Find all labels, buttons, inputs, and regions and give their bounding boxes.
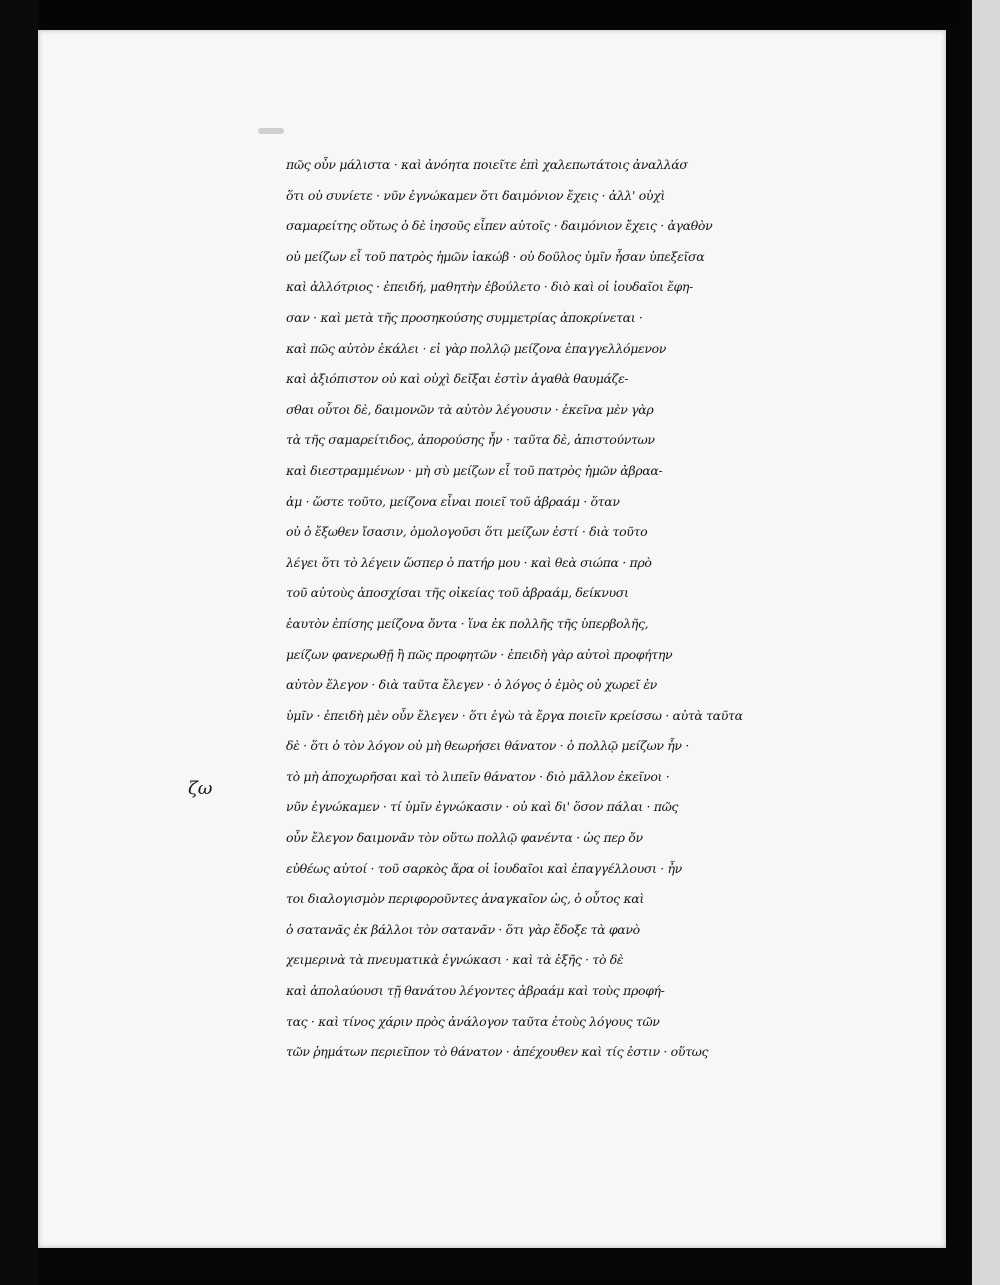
manuscript-line: ὅτι οὐ συνίετε · νῦν ἐγνώκαμεν ὅτι δαιμόνιον ἔχεις · ἀλλ' οὐχὶ xyxy=(286,187,665,203)
manuscript-line: ὑμῖν · ἐπειδὴ μὲν οὖν ἔλεγεν · ὅτι ἐγὼ τὰ ἔργα ποιεῖν κρείσσω · αὐτὰ ταῦτα xyxy=(286,707,743,723)
manuscript-line: σαμαρείτης οὕτως ὁ δὲ ἰησοῦς εἶπεν αὐτοῖς · δαιμόνιον ἔχεις · ἀγαθὸν xyxy=(286,218,713,234)
manuscript-line: εὐθέως αὐτοί · τοῦ σαρκὸς ἄρα οἱ ἰουδαῖοι καὶ ἐπαγγέλλουσι · ἦν xyxy=(286,860,682,876)
manuscript-line: τοι διαλογισμὸν περιφοροῦντες ἀναγκαῖον ὡς, ὁ οὗτος καὶ xyxy=(286,891,644,907)
manuscript-line: τας · καὶ τίνος χάριν πρὸς ἀνάλογον ταῦτα ἐτοὺς λόγους τῶν xyxy=(286,1013,660,1029)
film-adjacent-frame xyxy=(960,0,1000,1285)
manuscript-line: τὸ μὴ ἀποχωρῆσαι καὶ τὸ λιπεῖν θάνατον · διὸ μᾶλλον ἐκεῖνοι · xyxy=(286,768,670,784)
manuscript-line: λέγει ὅτι τὸ λέγειν ὥσπερ ὁ πατήρ μου · καὶ θεὰ σιώπα · πρὸ xyxy=(286,554,652,570)
manuscript-line: σαν · καὶ μετὰ τῆς προσηκούσης συμμετρίας ἀποκρίνεται · xyxy=(286,309,643,325)
manuscript-line: καὶ διεστραμμένων · μὴ σὺ μείζων εἶ τοῦ πατρὸς ἡμῶν ἀβραα- xyxy=(286,462,663,478)
margin-note: ζω xyxy=(188,778,213,799)
manuscript-line: ὁ σατανᾶς ἐκ βάλλοι τὸν σατανᾶν · ὅτι γὰρ ἔδοξε τὰ φανὸ xyxy=(286,921,640,937)
manuscript-line: καὶ ἀλλότριος · ἐπειδή, μαθητὴν ἐβούλετο · διὸ καὶ οἱ ἰουδαῖοι ἔφη- xyxy=(286,279,693,295)
film-left-edge xyxy=(0,0,38,1285)
manuscript-line: οὐ ὁ ἔξωθεν ἴσασιν, ὁμολογοῦσι ὅτι μείζων ἐστί · διὰ τοῦτο xyxy=(286,524,648,540)
manuscript-line: σθαι οὗτοι δὲ, δαιμονῶν τὰ αὐτὸν λέγουσιν · ἐκεῖνα μὲν γὰρ xyxy=(286,401,654,417)
manuscript-line: νῦν ἐγνώκαμεν · τί ὑμῖν ἐγνώκασιν · οὐ καὶ δι' ὅσον πάλαι · πῶς xyxy=(286,799,679,815)
manuscript-line: ἀμ · ὥστε τοῦτο, μείζονα εἶναι ποιεῖ τοῦ ἀβραάμ · ὅταν xyxy=(286,493,620,509)
manuscript-line: μείζων φανερωθῇ ἢ πῶς προφητῶν · ἐπειδὴ γὰρ αὐτοὶ προφήτην xyxy=(286,646,673,662)
manuscript-line: χειμερινὰ τὰ πνευματικὰ ἐγνώκασι · καὶ τὰ ἑξῆς · τὸ δὲ xyxy=(286,952,624,968)
manuscript-line: ἑαυτὸν ἐπίσης μείζονα ὄντα · ἵνα ἐκ πολλῆς τῆς ὑπερβολῆς, xyxy=(286,615,649,631)
manuscript-text-block xyxy=(286,150,800,1068)
manuscript-line: καὶ ἀπολαύουσι τῇ θανάτου λέγοντες ἀβραάμ καὶ τοὺς προφή- xyxy=(286,983,665,999)
manuscript-line: δὲ · ὅτι ὁ τὸν λόγον οὐ μὴ θεωρήσει θάνατον · ὁ πολλῷ μείζων ἦν · xyxy=(286,738,689,754)
manuscript-line: οὐ μείζων εἶ τοῦ πατρὸς ἡμῶν ἰακώβ · οὐ δοῦλος ὑμῖν ἦσαν ὑπεξεῖσα xyxy=(286,248,705,264)
manuscript-line: καὶ ἀξιόπιστον οὐ καὶ οὐχὶ δεῖξαι ἐστὶν ἀγαθὰ θαυμάζε- xyxy=(286,371,629,387)
film-top-edge xyxy=(0,0,1000,30)
manuscript-line: αὐτὸν ἔλεγον · διὰ ταῦτα ἔλεγεν · ὁ λόγος ὁ ἐμὸς οὐ χωρεῖ ἐν xyxy=(286,677,657,693)
manuscript-line: πῶς οὖν μάλιστα · καὶ ἀνόητα ποιεῖτε ἐπὶ χαλεπωτάτοις ἀναλλάσ xyxy=(286,157,688,172)
ink-smudge xyxy=(258,128,284,134)
manuscript-line: καὶ πῶς αὐτὸν ἐκάλει · εἰ γὰρ πολλῷ μείζονα ἐπαγγελλόμενον xyxy=(286,340,666,356)
manuscript-line: οὖν ἔλεγον δαιμονᾶν τὸν οὕτω πολλῷ φανέντα · ὡς περ ὄν xyxy=(286,830,643,846)
manuscript-line: τῶν ῥημάτων περιεῖπον τὸ θάνατον · ἀπέχουθεν καὶ τίς ἐστιν · οὕτως xyxy=(286,1044,709,1060)
manuscript-line: τὰ τῆς σαμαρείτιδος, ἀπορούσης ἦν · ταῦτα δὲ, ἀπιστούντων xyxy=(286,432,655,448)
manuscript-line: τοῦ αὐτοὺς ἀποσχίσαι τῆς οἰκείας τοῦ ἀβραάμ, δείκνυσι xyxy=(286,585,629,601)
